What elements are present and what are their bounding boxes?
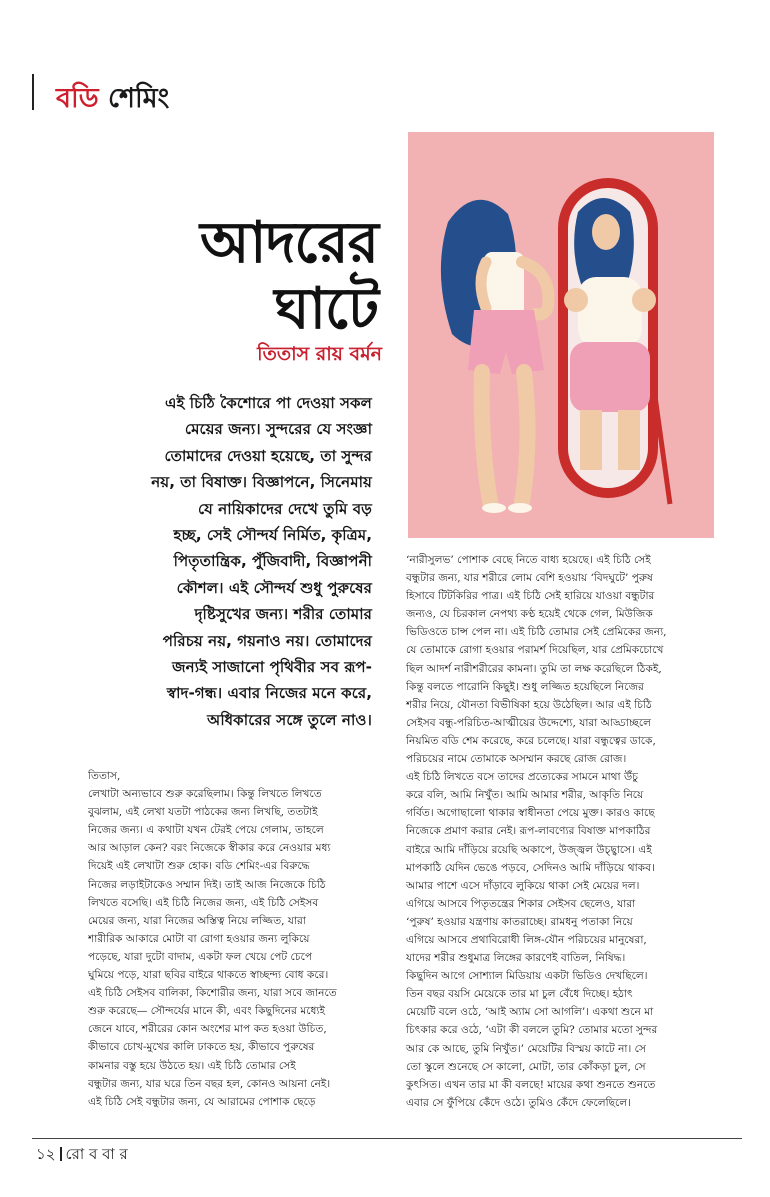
body-line: এগিয়ে আসবে প্রথাবিরোধী লিঙ্গ-যৌন পরিচয়ের মানুষেরা, <box>406 933 647 946</box>
body-line: মাপকাঠি যেদিন ভেঙে পড়বে, সেদিনও আমি দাঁড়িয়ে থাকব। <box>406 861 655 874</box>
body-line: সেইসব বন্ধু-পরিচিত-আত্মীয়ের উদ্দেশ্যে, যারা আড্ডাচ্ছলে <box>406 716 652 729</box>
body-line: দিয়েই এই লেখাটা শুরু হোক। বডি শেমিং-এর বিরুদ্ধে <box>88 860 310 873</box>
body-line: আমার পাশে এসে দাঁড়াবে লুকিয়ে থাকা সেই মেয়ের দল। <box>406 879 640 892</box>
body-line: চিৎকার করে ওঠে, ‘এটা কী বললে তুমি? তোমার মতো সুন্দর <box>406 1024 658 1037</box>
author-byline: তিতাস রায় বর্মন <box>257 343 382 365</box>
body-line: ‘নারীসুলভ’ পোশাক বেছে নিতে বাধ্য হয়েছে। এই চিঠি সেই <box>406 554 651 566</box>
headline-line-1: আদরের <box>199 210 378 276</box>
body-line: মেয়েটি বলে ওঠে, ‘আই অ্যাম সো আগলি’। একথা শুনে মা <box>406 1006 654 1019</box>
intro-line: হচ্ছ, সেই সৌন্দর্য নির্মিত, কৃত্রিম, <box>173 526 372 545</box>
body-line: আর কে আছে, তুমি নিখুঁত।’ মেয়েটির বিস্ময় কাটে না। সে <box>406 1042 646 1055</box>
body-line: কিছুদিন আগে সোশ্যাল মিডিয়ায় একটা ভিডিও দেখছিলে। <box>406 970 648 983</box>
mirror-illustration <box>408 132 714 538</box>
body-line: তিন বছর বয়সি মেয়েকে তার মা চুল বেঁধে দিচ্ছে। হঠাৎ <box>406 988 633 1001</box>
body-line: এই চিঠি লিখতে বসে তাদের প্রত্যেকের সামনে মাথা উঁচু <box>406 771 638 784</box>
body-line: কীভাবে চোখ-মুখের কালি ঢাকতে হয়, কীভাবে পুরুষের <box>88 1041 315 1054</box>
intro-line: কৌশল। এই সৌন্দর্য শুধু পুরুষের <box>176 578 372 597</box>
headline-line-2: ঘাটে <box>274 276 378 342</box>
intro-line: তোমাদের দেওয়া হয়েছে, তা সুন্দর <box>164 446 372 465</box>
intro-line: জন্যই সাজানো পৃথিবীর সব রূপ- <box>172 658 372 677</box>
magazine-name: রো ব বা র <box>65 1145 128 1163</box>
body-line: হিসাবে টিটকিরির পাত্র। এই চিঠি সেই হারিয়ে যাওয়া বন্ধুটার <box>406 590 655 603</box>
body-line: শুরু করেছে— সৌন্দর্যের মানে কী, এবং কিছুদিনের মধ্যেই <box>88 1005 325 1018</box>
body-line: বন্ধুটার জন্য, যার শরীরে লোম বেশি হওয়ায় ‘বিদঘুটে’ পুরুষ <box>406 572 653 585</box>
intro-paragraph <box>96 390 372 733</box>
body-line: নিজের জন্য। এ কথাটা যখন টেরই পেয়ে গেলাম, তাহলে <box>88 824 324 837</box>
body-line: এগিয়ে আসবে পিতৃতন্ত্রের শিকার সেইসব ছেলেও, যারা <box>406 897 636 910</box>
body-line: ভিডিওতে চান্স পেল না। এই চিঠি তোমার সেই প্রেমিকের জন্য, <box>406 626 667 639</box>
body-line: নিয়মিত বডি শেম করেছে, করে চলেছে। যারা বন্ধুত্বের ডাকে, <box>406 734 656 747</box>
footer-separator <box>60 1147 62 1161</box>
body-line: নিজের লড়াইটাকেও সম্মান দিই। তাই আজ নিজেকে চিঠি <box>88 878 326 891</box>
body-line: পড়েছে, যারা দুটো বাদাম, একটা ফল খেয়ে পেট চেপে <box>88 950 313 963</box>
section-rule <box>32 74 34 110</box>
intro-line: পিতৃতান্ত্রিক, পুঁজিবাদী, বিজ্ঞাপনী <box>173 552 372 571</box>
headline <box>100 210 378 342</box>
body-line: যে তোমাকে রোগা হওয়ার পরামর্শ দিয়েছিল, যার প্রেমিকচোখে <box>406 644 664 657</box>
page-number: ১২ <box>36 1145 56 1163</box>
body-line: তো স্কুলে শুনেছে সে কালো, মোটা, তার কোঁকড়া চুল, সে <box>406 1060 646 1073</box>
intro-line: স্বাদ-গন্ধ। এবার নিজের মনে করে, <box>166 684 372 703</box>
intro-line: অধিকারের সঙ্গে তুলে নাও। <box>207 710 372 729</box>
intro-line: যে নায়িকাদের দেখে তুমি বড় <box>198 499 372 518</box>
intro-line: দৃষ্টিসুখের জন্য। শরীর তোমার <box>194 605 372 624</box>
body-line: যাদের শরীর শুধুমাত্র লিঙ্গের কারণেই বাতিল, নিষিদ্ধ। <box>406 952 626 965</box>
section-label-red: বডি <box>56 83 99 114</box>
body-line: ‘পুরুষ’ হওয়ার যন্ত্রণায় কাতরাচ্ছে। রামধনু পতাকা নিয়ে <box>406 915 633 928</box>
body-line: শরীর নিয়ে, যৌনতা বিভীষিকা হয়ে উঠেছিল। আর এই চিঠি <box>406 698 652 711</box>
body-line: গর্বিত। অগোছালো থাকার স্বাধীনতা পেয়ে মুক্ত। কারও কাছে <box>406 807 655 820</box>
intro-line: এই চিঠি কৈশোরে পা দেওয়া সকল <box>165 394 372 412</box>
intro-line: পরিচয় নয়, গয়নাও নয়। তোমাদের <box>162 631 372 650</box>
body-line: করে বলি, আমি নিখুঁত। আমি আমার শরীর, আকৃতি নিয়ে <box>406 789 644 802</box>
body-line: বুঝলাম, এই লেখা যতটা পাঠকের জন্য লিখছি, ততটাই <box>88 806 318 819</box>
body-line: লিখতে বসেছি। এই চিঠি নিজের জন্য, এই চিঠি সেইসব <box>88 896 319 909</box>
page-footer <box>36 1143 128 1168</box>
body-line: লেখাটা অন্যভাবে শুরু করেছিলাম। কিন্তু লিখতে লিখতে <box>88 788 322 801</box>
body-line: আর আড়াল কেন? বরং নিজেকে স্বীকার করে নেওয়ার মধ্য <box>88 842 331 855</box>
section-label-dark: শেমিং <box>108 83 170 114</box>
body-line: পরিচয়ের নামে তোমাকে অসম্মান করছে রোজ রোজ। <box>406 753 627 766</box>
intro-line: নয়, তা বিষাক্ত। বিজ্ঞাপনে, সিনেমায় <box>151 473 372 492</box>
footer-rule <box>32 1138 742 1139</box>
body-column-left <box>88 767 382 1111</box>
body-line: বাইরে আমি দাঁড়িয়ে রয়েছি অকাপে, উজ্জ্বল উচ্ছ্বাসে। এই <box>406 843 652 856</box>
body-line: তিতাস, <box>88 770 121 782</box>
section-label <box>56 78 169 123</box>
body-line: ঘুমিয়ে পড়ে, যারা ছবির বাইরে থাকতে স্বাচ্ছন্দ্য বোধ করে। <box>88 969 329 982</box>
body-column-right <box>406 551 720 1112</box>
body-line: বন্ধুটার জন্য, যার ঘরে তিন বছর হল, কোনও আয়না নেই। <box>88 1077 331 1090</box>
body-line: কামনার বস্তু হয়ে উঠতে হয়। এই চিঠি তোমার সেই <box>88 1059 296 1072</box>
body-line: জেনে যাবে, শরীরের কোন অংশের মাপ কত হওয়া উচিত, <box>88 1023 327 1036</box>
body-line: নিজেকে প্রমাণ করার নেই। রূপ-লাবণ্যের বিষাক্ত মাপকাঠির <box>406 825 651 838</box>
body-line: এই চিঠি সেই বন্ধুটার জন্য, যে আরামের পোশাক ছেড়ে <box>88 1095 316 1108</box>
body-line: মেয়ের জন্য, যারা নিজের অস্তিত্ব নিয়ে লজ্জিত, যারা <box>88 914 306 927</box>
body-line: কুৎসিত। এখন তার মা কী বলছে! মায়ের কথা শুনতে শুনতে <box>406 1078 656 1091</box>
body-line: কিন্তু বলতে পারোনি কিছুই। শুধু লজ্জিত হয়েছিলে নিজের <box>406 680 644 693</box>
body-line: এই চিঠি সেইসব বালিকা, কিশোরীর জন্য, যারা সবে জানতে <box>88 987 337 1000</box>
intro-line: মেয়ের জন্য। সুন্দরের যে সংজ্ঞা <box>184 420 372 439</box>
body-line: শারীরিক আকারে মোটা বা রোগা হওয়ার জন্য লুকিয়ে <box>88 932 310 945</box>
body-line: এবার সে ফুঁপিয়ে কেঁদে ওঠে। তুমিও কেঁদে ফেলেছিলে। <box>406 1096 631 1109</box>
body-line: জন্যও, যে চিরকাল নেপথ্য কণ্ঠ হয়েই থেকে গেল, মিউজিক <box>406 608 653 621</box>
body-line: ছিল আদর্শ নারীশরীরের কামনা। তুমি তা লক্ষ করেছিলে ঠিকই, <box>406 662 662 675</box>
